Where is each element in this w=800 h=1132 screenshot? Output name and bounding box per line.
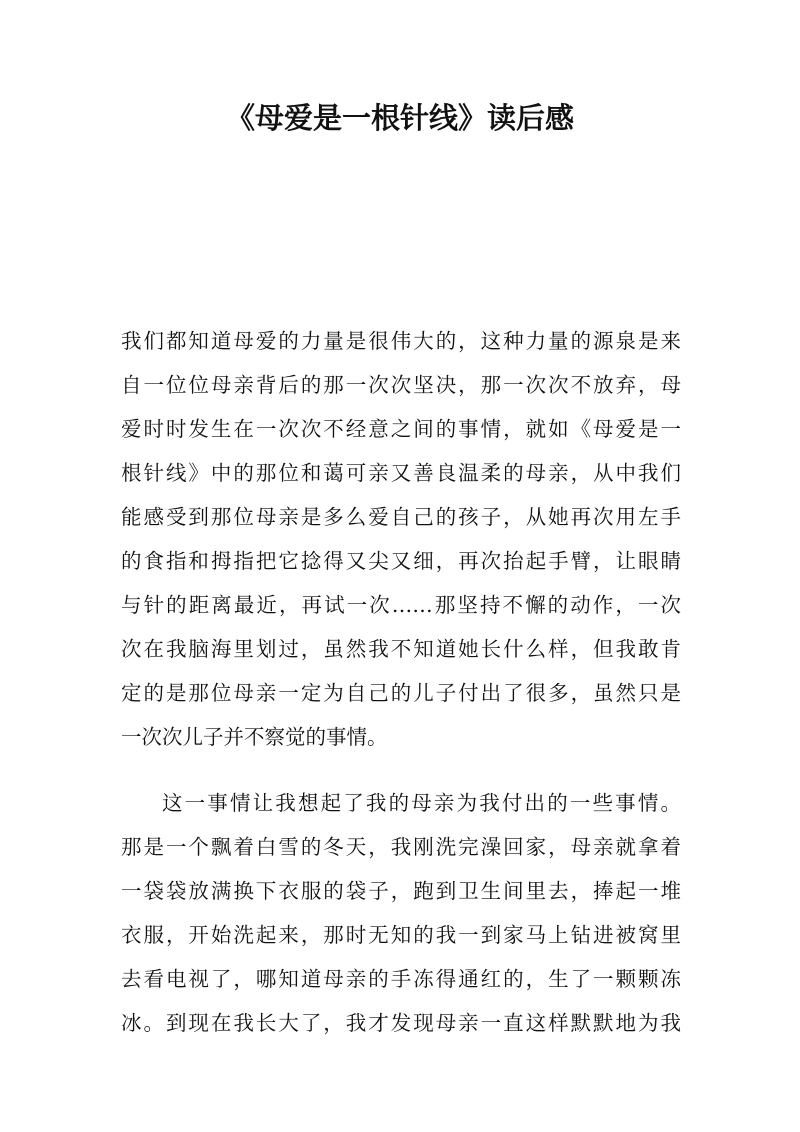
text-line: 根针线》中的那位和蔼可亲又善良温柔的母亲，从中我们 [121, 461, 681, 485]
text-line: 我们都知道母爱的力量是很伟大的，这种力量的源泉是来 [121, 329, 681, 353]
text-line: 自一位位母亲背后的那一次次坚决，那一次次不放弃，母 [121, 373, 681, 397]
paragraph-2 [121, 781, 681, 1045]
text-line: 去看电视了，哪知道母亲的手冻得通红的，生了一颗颗冻 [121, 967, 681, 991]
paragraph-1 [121, 319, 681, 759]
text-line: 衣服，开始洗起来，那时无知的我一到家马上钻进被窝里 [121, 923, 681, 947]
text-line: 一袋袋放满换下衣服的袋子，跑到卫生间里去，捧起一堆 [121, 879, 681, 903]
text-line: 那是一个飘着白雪的冬天，我刚洗完澡回家，母亲就拿着 [121, 835, 681, 859]
text-line: 定的是那位母亲一定为自己的儿子付出了很多，虽然只是 [121, 681, 681, 705]
text-line: 这一事情让我想起了我的母亲为我付出的一些事情。 [162, 791, 681, 815]
text-line: 的食指和拇指把它捻得又尖又细，再次抬起手臂，让眼睛 [121, 549, 681, 573]
text-line: 爱时时发生在一次次不经意之间的事情，就如《母爱是一 [121, 417, 681, 441]
text-line: 与针的距离最近，再试一次……那坚持不懈的动作，一次 [121, 593, 681, 617]
text-line: 次在我脑海里划过，虽然我不知道她长什么样，但我敢肯 [121, 637, 681, 661]
document-title: 《母爱是一根针线》读后感 [225, 101, 574, 135]
text-line: 冰。到现在我长大了，我才发现母亲一直这样默默地为我 [121, 1011, 681, 1035]
text-line: 一次次儿子并不察觉的事情。 [121, 725, 388, 749]
text-line: 能感受到那位母亲是多么爱自己的孩子，从她再次用左手 [121, 505, 681, 529]
